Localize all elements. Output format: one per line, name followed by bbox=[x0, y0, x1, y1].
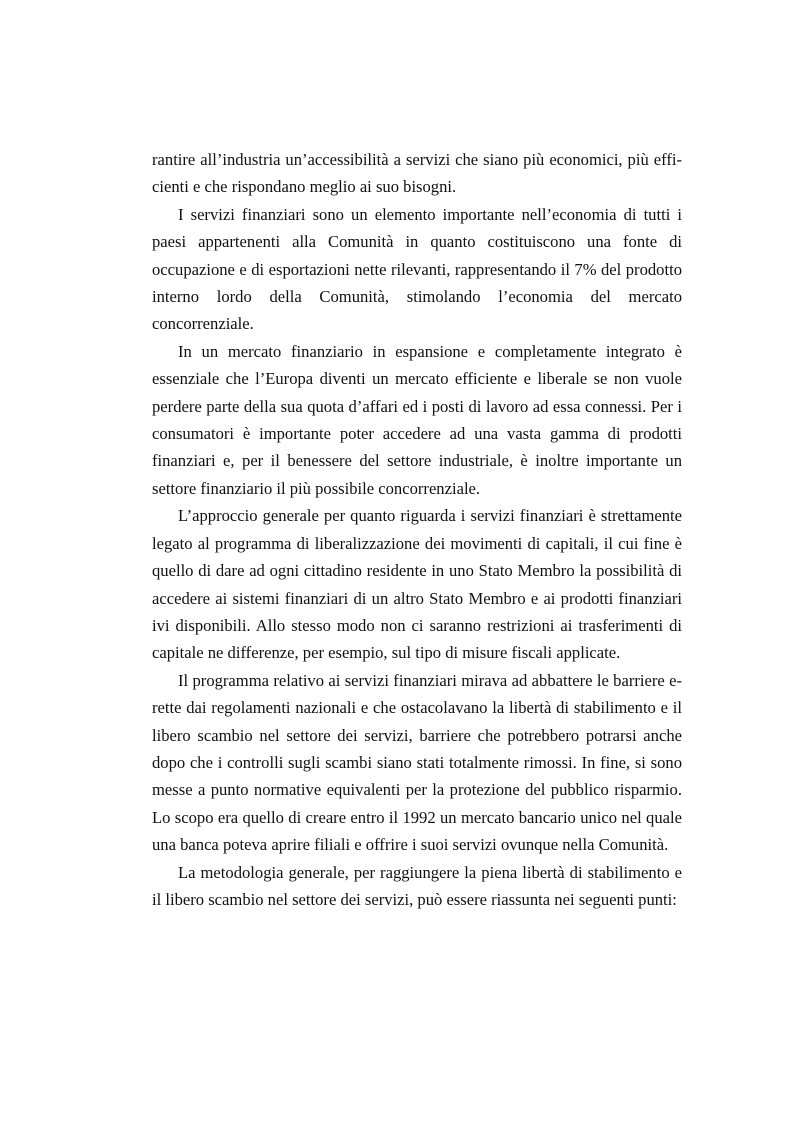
paragraph-financial-services: I servizi finanziari sono un elemento importante nell’economia di tutti i paesi appartenenti alla Comunità in quanto costituiscono una fonte di occupazione e di esportazioni nette rilevanti, rappresentando il 7% del prodotto interno lordo della Comunità, stimolando l’economia del mercato concorrenziale. bbox=[152, 204, 682, 334]
paragraph-continuation: rantire all’industria un’accessibilità a servizi che siano più economici, più efficienti e che rispondano meglio ai suo bisogni. bbox=[152, 150, 682, 197]
paragraph-methodology: La metodologia generale, per raggiungere la piena libertà di stabilimento e il libero scambio nel settore dei servizi, può essere riassunta nei seguenti punti: bbox=[152, 862, 682, 909]
paragraph-programme: Il programma relativo ai servizi finanziari mirava ad abbattere le barriere erette dai regolamenti nazionali e che ostacolavano la libertà di stabilimento e il libero scambio nel settore dei servizi, barriere che potrebbero potrarsi anche dopo che i controlli sugli scambi siano stati totalmente rimossi. In fine, si sono messe a punto normative equivalenti per la protezione del pubblico risparmio. Lo scopo era quello di creare entro il 1992 un mercato bancario unico nel quale una banca poteva aprire filiali e offrire i suoi servizi ovunque nella Comunità. bbox=[152, 670, 682, 855]
body-text bbox=[152, 146, 682, 913]
paragraph-integrated-market: In un mercato finanziario in espansione e completamente integrato è essenziale che l’Europa diventi un mercato efficiente e liberale se non vuole perdere parte della sua quota d’affari ed i posti di lavoro ad essa connessi. Per i consumatori è importante poter accedere ad una vasta gamma di prodotti finanziari e, per il benessere del settore industriale, è inoltre importante un settore finanziario il più possibile concorrenziale. bbox=[152, 341, 682, 498]
paragraph-general-approach: L’approccio generale per quanto riguarda i servizi finanziari è strettamente legato al programma di liberalizzazione dei movimenti di capitali, il cui fine è quello di dare ad ogni cittadino residente in uno Stato Membro la possibilità di accedere ai sistemi finanziari di un altro Stato Membro e ai prodotti finanziari ivi disponibili. Allo stesso modo non ci saranno restrizioni ai trasferimenti di capitale ne differenze, per esempio, sul tipo di misure fiscali applicate. bbox=[152, 506, 682, 663]
